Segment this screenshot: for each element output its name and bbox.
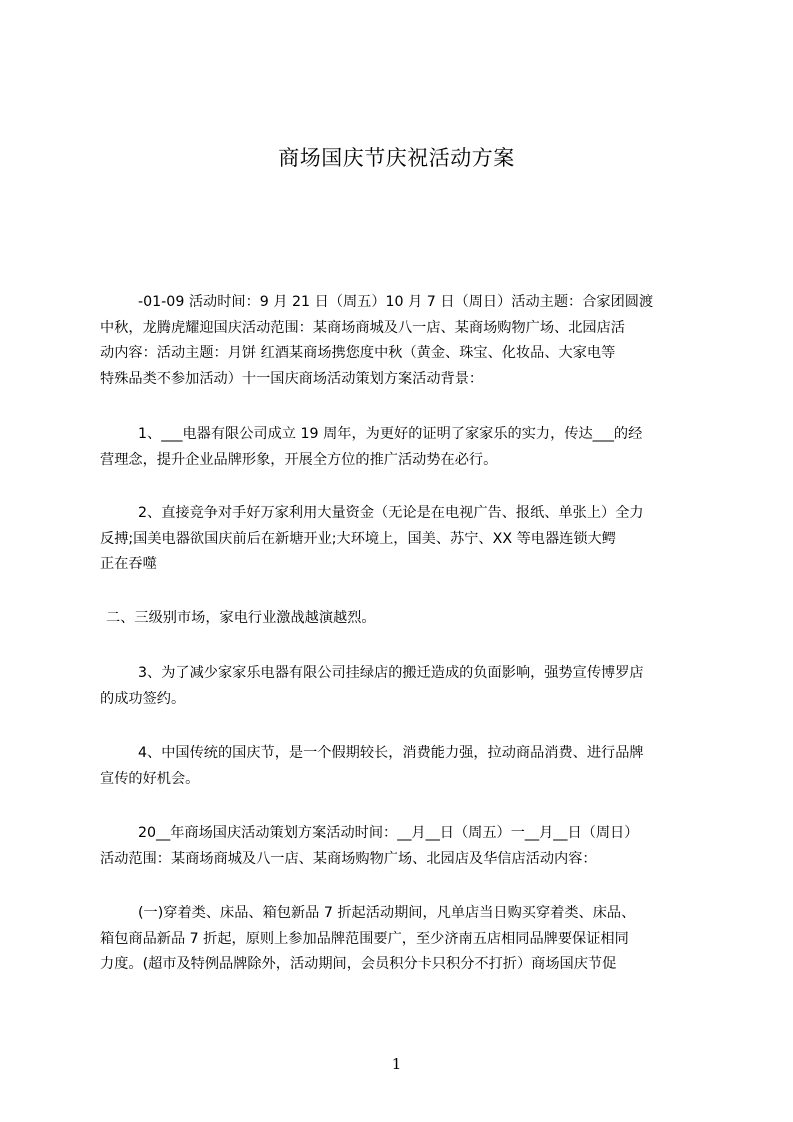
text-line: 3、为了减少家家乐电器有限公司挂绿店的搬迁造成的负面影响，强势宣传博罗店: [138, 665, 644, 681]
paragraph-point-3: [100, 661, 720, 712]
paragraph-market: [100, 606, 720, 632]
text-line: 动内容：活动主题：月饼 红酒某商场携您度中秋（黄金、珠宝、化妆品、大家电等: [100, 345, 616, 361]
paragraph-point-4: [100, 741, 720, 792]
text-line: 活动范围：某商场商城及八一店、某商场购物广场、北园店及华信店活动内容：: [100, 850, 597, 867]
text-line: 4、中国传统的国庆节，是一个假期较长，消费能力强，拉动商品消费、进行品牌: [138, 745, 644, 761]
text-line: (一)穿着类、床品、箱包新品 7 折起活动期间，凡单店当日购买穿着类、床品、: [138, 905, 636, 921]
text-line: 正在吞噬: [100, 556, 157, 572]
text-line: 特殊品类不参加活动）十一国庆商场活动策划方案活动背景：: [100, 370, 484, 387]
paragraph-intro: [100, 290, 720, 392]
document-title: 商场国庆节庆祝活动方案: [278, 146, 515, 170]
text-line: 中秋，龙腾虎耀迎国庆活动范围：某商场商城及八一店、某商场购物广场、北园店活: [100, 319, 625, 336]
paragraph-point-2: [100, 501, 720, 578]
paragraph-activity-time: [100, 821, 720, 872]
text-line: 力度。(超市及特例品牌除外，活动期间，会员积分卡只积分不打折）商场国庆节促: [100, 956, 617, 972]
paragraph-point-1: [100, 422, 720, 473]
text-line: 1、___电器有限公司成立 19 周年，为更好的证明了家家乐的实力，传达___的经: [138, 426, 643, 442]
text-line: -01-09 活动时间：9 月 21 日（周五）10 月 7 日（周日）活动主题：合家团圆渡: [138, 294, 654, 310]
text-line: 营理念，提升企业品牌形象，开展全方位的推广活动势在必行。: [100, 451, 498, 468]
page-number: 1: [391, 1055, 402, 1073]
text-line: 反搏;国美电器欲国庆前后在新塘开业;大环境上，国美、苏宁、XX 等电器连锁大鳄: [100, 530, 616, 547]
text-line: 箱包商品新品 7 折起，原则上参加品牌范围要广，至少济南五店相同品牌要保证相同: [100, 930, 629, 947]
text-line: 的成功签约。: [100, 690, 186, 707]
text-line: 二、三级别市场，家电行业激战越演越烈。: [106, 610, 376, 626]
text-line: 2、直接竞争对手好万家利用大量资金（无论是在电视广告、报纸、单张上）全力: [138, 505, 644, 521]
text-line: 宣传的好机会。: [100, 770, 200, 787]
text-line: 20__年商场国庆活动策划方案活动时间：__月__日（周五）一__月__日（周日）: [138, 825, 639, 841]
paragraph-activity-content: [100, 901, 720, 978]
